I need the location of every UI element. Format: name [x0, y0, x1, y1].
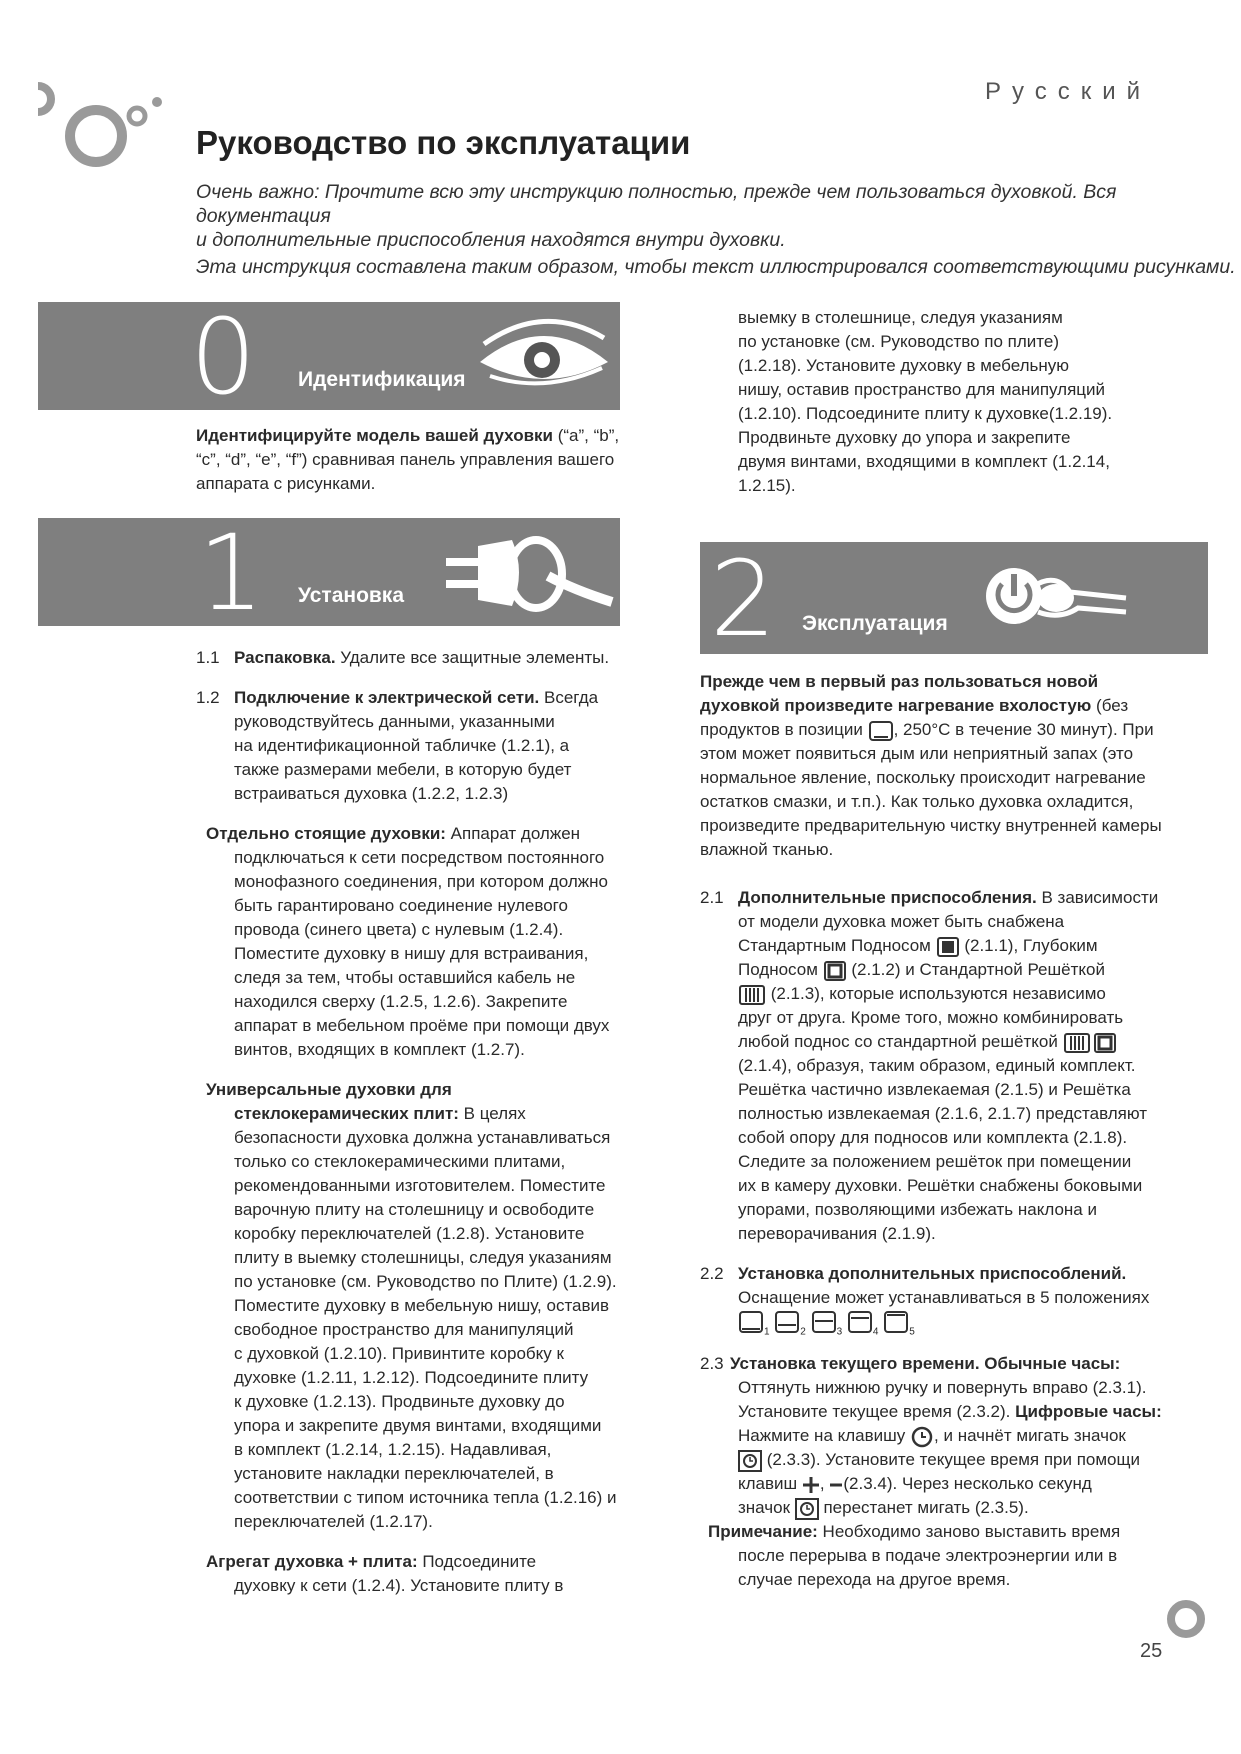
item-text: этом может появиться дым или неприятный запах (это [700, 744, 1134, 763]
item-text: двумя винтами, входящими в комплект (1.2.14, [738, 452, 1110, 471]
item-text: также размерами мебели, в которую будет [234, 760, 572, 779]
item-text: к духовке (1.2.13). Продвиньте духовку до [234, 1392, 565, 1411]
subheading: Универсальные духовки для [206, 1080, 452, 1099]
item-text: (2.3.3). Установите текущее время при помощи [762, 1450, 1140, 1469]
item-heading: Распаковка. [234, 648, 336, 667]
usage-section: Прежде чем в первый раз пользоваться новой духовкой произведите нагревание вхолостую (без продуктов в позиции , 250°C в течение 30 минут). При этом может появиться дым или неприятный запах (это нормальное явление, поскольку происходит нагревание остатков смазки, и т.п.). Как только духовка охладится, произведите предварительную чистку внутренней камеры влажной тканью. 2.1 Дополнительные приспособления. В зависимости от модели духовка может быть снабжена Стандартным Подносом (2.1.1), Глубоким Подносом (2.1.2) и Стандартной Решёткой (2.1.3), которые используются независимо друг от друга. Кроме того, можно комбинировать любой поднос со стандартной решёткой (2.1.4), образуя, таким образом, единый комплект. Решётка частично извлекаемая (2.1.5) и Решётка полностью извлекаемая (2.1.6, 2.1.7) представляют собой опору для подносов или комплекта (2.1.8). Следите за положением решёток при помещении их в камеру духовки. Решётки снабжены боковыми упорами, позволяющими избежать наклона и переворачивания (2.1.9). 2.2 Установка дополнительных приспособлений. Оснащение может устанавливаться в 5 положениях $_1$ $_2$ $_3$ $_4$ $_5$ 2.3 Установка текущего времени. Обычные часы: Оттянуть нижнюю ручку и повернуть вправо (2.3.1). Установите текущее время (2.3.2). Цифровые часы: Нажмите на клавишу , и начнёт мигать значок (2.3.3). Установите текущее время при помощи клавиш , (2.3.4). Через несколько секунд значок перестанет мигать (2.3.5). Примечание: Необходимо заново выставить время после перерыва в подаче электроэнергии или в случае перехода на другое время. [700, 670, 1170, 1592]
shelf-position-3-icon [811, 1310, 837, 1341]
item-text: (2.1.4), образуя, таким образом, единый комплект. [738, 1056, 1136, 1075]
item-text: остатков смазки, и т.п.). Как только духовка охладится, [700, 792, 1134, 811]
item-text: подключаться к сети посредством постоянного [234, 848, 605, 867]
item-text: нормальное явление, поскольку происходит нагревание [700, 768, 1146, 787]
shelf-positions [738, 1310, 1170, 1340]
subheading: Отдельно стоящие духовки: [206, 824, 446, 843]
item-text: переворачивания (2.1.9). [738, 1224, 936, 1243]
shelf-position-4-icon [847, 1310, 873, 1341]
section-title: Эксплуатация [802, 612, 948, 635]
item-number: 1.1 [196, 648, 220, 667]
item-text: монофазного соединения, при котором должно [234, 872, 608, 891]
shelf-position-number: 1 [764, 1326, 770, 1338]
item-text: клавиш [738, 1474, 798, 1493]
identification-text [196, 424, 626, 496]
oven-mode-icon [868, 720, 894, 742]
item-text: (1.2.10). Подсоедините плиту к духовке(1.2.19). [738, 404, 1113, 423]
clock-symbol-icon [795, 1498, 819, 1520]
subheading: стеклокерамических плит: [234, 1104, 459, 1123]
intro-paragraph [196, 180, 1156, 252]
item-text: В зависимости [1036, 888, 1159, 907]
item-number: 2.3 [700, 1354, 724, 1373]
page-title: Руководство по эксплуатации [196, 124, 691, 161]
section-title: Идентификация [298, 368, 466, 391]
shelf-position-number: 3 [836, 1326, 843, 1338]
subheading: Агрегат духовка + плита: [206, 1552, 418, 1571]
item-text: духовке (1.2.11, 1.2.12). Подсоедините плиту [234, 1368, 589, 1387]
item-text: (2.1.1), Глубоким [959, 936, 1098, 955]
item-text: Всегда [539, 688, 599, 707]
identification-lead: Идентифицируйте модель вашей духовки [196, 426, 553, 445]
item-heading: Подключение к электрической сети. [234, 688, 540, 707]
language-label: Русский [985, 78, 1152, 105]
item-text: любой поднос со стандартной решёткой [738, 1032, 1058, 1051]
item-text: Продвиньте духовку до упора и закрепите [738, 428, 1071, 447]
item-text: Удалите все защитные элементы. [335, 648, 610, 667]
shelf-position-number: 5 [909, 1326, 915, 1338]
item-text: Необходимо заново выставить время [817, 1522, 1121, 1541]
item-text: , 250°C в течение 30 минут). При [893, 720, 1154, 739]
item-text: Подсоедините [417, 1552, 537, 1571]
shelf-position-5-icon [883, 1310, 909, 1341]
intro-line: Очень важно: Прочтите всю эту инструкцию полностью, прежде чем пользоваться духовкой. Вся документация [196, 181, 1117, 227]
note-heading: Примечание: [708, 1522, 818, 1541]
power-button-icon [980, 556, 1130, 636]
section-2-header [700, 538, 1208, 660]
item-text: по установке (см. Руководство по Плите) (1.2.9). [234, 1272, 617, 1291]
item-text: только со стеклокерамическими плитами, [234, 1152, 566, 1171]
shelf-position-1-icon [738, 1310, 764, 1341]
item-number: 1.2 [196, 688, 220, 707]
item-number: 2.1 [700, 888, 724, 907]
item-text: переключателей (1.2.17). [234, 1512, 433, 1531]
item-text: находился сверху (1.2.5, 1.2.6). Закрепите [234, 992, 568, 1011]
section-title: Установка [298, 584, 404, 607]
item-heading: Установка дополнительных приспособлений. [738, 1264, 1127, 1283]
section-number: 2 [710, 538, 777, 660]
item-text: быть гарантировано соединение нулевого [234, 896, 568, 915]
identification-line: аппарата с рисунками. [196, 474, 376, 493]
item-text: безопасности духовка должна устанавливаться [234, 1128, 611, 1147]
item-text: собой опору для подносов или комплекта (2.1.8). [738, 1128, 1128, 1147]
intro-note: Эта инструкция составлена таким образом, чтобы текст иллюстрировался соответствующими рисунками. [196, 256, 1236, 278]
item-number: 2.2 [700, 1264, 724, 1283]
identification-line: “c”, “d”, “e”, “f”) сравнивая панель управления вашего [196, 450, 615, 469]
usage-lead: духовкой произведите нагревание вхолостую [700, 696, 1092, 715]
item-text: друг от друга. Кроме того, можно комбинировать [738, 1008, 1124, 1027]
item-text: руководствуйтесь данными, указанными [234, 712, 555, 731]
eye-icon [474, 316, 614, 396]
item-text: случае перехода на другое время. [738, 1570, 1011, 1589]
grill-tray-combo-icon [1063, 1032, 1119, 1054]
identification-line: (“a”, “b”, [553, 426, 620, 445]
item-text: (2.1.3), которые используются независимо [766, 984, 1106, 1003]
item-text: упора и закрепите двумя винтами, входящими [234, 1416, 602, 1435]
deep-tray-icon [823, 960, 847, 982]
shelf-position-2-icon [774, 1310, 800, 1341]
usage-lead: Прежде чем в первый раз пользоваться новой [700, 672, 1099, 691]
item-text: духовку к сети (1.2.4). Установите плиту в [234, 1576, 564, 1595]
item-text: В целях [458, 1104, 526, 1123]
clock-symbol-icon [738, 1450, 762, 1472]
item-text: на идентификационной табличке (1.2.1), а [234, 736, 570, 755]
item-text: аппарат в мебельном проёме при помощи двух [234, 1016, 610, 1035]
item-text: установите накладки переключателей, в [234, 1464, 554, 1483]
shelf-position-number: 4 [872, 1326, 879, 1338]
item-text: соответствии с типом источника тепла (1.2.16) и [234, 1488, 617, 1507]
item-text: после перерыва в подаче электроэнергии или в [738, 1546, 1118, 1565]
item-text: винтов, входящих в комплект (1.2.7). [234, 1040, 525, 1059]
standard-grill-icon [738, 984, 766, 1006]
item-text: выемку в столешнице, следуя указаниям [738, 308, 1063, 327]
item-text: провода (синего цвета) с нулевым (1.2.4). [234, 920, 564, 939]
standard-tray-icon [936, 936, 960, 958]
item-text: перестанет мигать (2.3.5). [818, 1498, 1029, 1517]
item-text: по установке (см. Руководство по плите) [738, 332, 1059, 351]
item-text: Поместите духовку в мебельную нишу, оставив [234, 1296, 610, 1315]
item-text: , и начнёт мигать значок [934, 1426, 1126, 1445]
item-heading: Установка текущего времени. Обычные часы: [730, 1354, 1121, 1373]
brand-logo-icon [30, 78, 170, 168]
item-text: плиту в выемку столешницы, следуя указаниям [234, 1248, 612, 1267]
intro-line: и дополнительные приспособления находятся внутри духовки. [196, 229, 786, 251]
item-text: в комплект (1.2.14, 1.2.15). Надавливая, [234, 1440, 552, 1459]
item-text: влажной тканью. [700, 840, 834, 859]
decorative-ring-icon [1162, 1596, 1208, 1642]
item-text: свободное пространство для манипуляций [234, 1320, 574, 1339]
item-text: коробку переключателей (1.2.8). Установите [234, 1224, 585, 1243]
item-heading: Дополнительные приспособления. [738, 888, 1037, 907]
plus-key-icon [802, 1475, 820, 1495]
minus-key-icon [829, 1475, 843, 1495]
item-text: произведите предварительную чистку внутренней камеры [700, 816, 1162, 835]
section-0-header [38, 296, 620, 418]
item-text: рекомендованными изготовителем. Поместите [234, 1176, 606, 1195]
item-text: Оттянуть нижнюю ручку и повернуть вправо (2.3.1). [738, 1378, 1147, 1397]
install-continuation [738, 306, 1138, 498]
item-text: упорами, позволяющими избежать наклона и [738, 1200, 1097, 1219]
item-text: (1.2.18). Установите духовку в мебельную [738, 356, 1070, 375]
clock-key-icon [910, 1426, 934, 1448]
item-text: Подносом [738, 960, 818, 979]
item-text: Нажмите на клавишу [738, 1426, 906, 1445]
item-text: Решётка частично извлекаемая (2.1.5) и Решётка [738, 1080, 1131, 1099]
section-number: 1 [198, 512, 265, 634]
item-text: нишу, оставив пространство для манипуляций [738, 380, 1106, 399]
item-text: Аппарат должен [445, 824, 581, 843]
item-text: (без [1091, 696, 1129, 715]
page-number: 25 [1140, 1640, 1163, 1662]
item-text: Стандартным Подносом [738, 936, 931, 955]
install-section [196, 646, 636, 1598]
item-text: Следите за положением решёток при помещении [738, 1152, 1132, 1171]
shelf-position-number: 2 [800, 1326, 806, 1338]
item-text: значок [738, 1498, 791, 1517]
item-text: Поместите духовку в нишу для встраивания, [234, 944, 589, 963]
item-heading: Цифровые часы: [1015, 1402, 1162, 1421]
item-text: варочную плиту на столешницу и освободите [234, 1200, 595, 1219]
item-text: Установите текущее время (2.3.2). [738, 1402, 1016, 1421]
item-text: 1.2.15). [738, 476, 796, 495]
item-text: полностью извлекаемая (2.1.6, 2.1.7) представляют [738, 1104, 1148, 1123]
plug-icon [444, 532, 614, 616]
item-text: с духовкой (1.2.10). Привинтите коробку к [234, 1344, 564, 1363]
item-text: (2.1.2) и Стандартной Решёткой [846, 960, 1105, 979]
item-text: Оснащение может устанавливаться в 5 положениях [738, 1288, 1150, 1307]
item-text: (2.3.4). Через несколько секунд [843, 1474, 1092, 1493]
section-number: 0 [190, 296, 257, 418]
item-text: от модели духовка может быть снабжена [738, 912, 1065, 931]
item-text: следя за тем, чтобы оставшийся кабель не [234, 968, 576, 987]
section-1-header [38, 512, 620, 634]
item-text: продуктов в позиции [700, 720, 863, 739]
item-text: встраиваться духовка (1.2.2, 1.2.3) [234, 784, 509, 803]
item-text: их в камеру духовки. Решётки снабжены боковыми [738, 1176, 1143, 1195]
